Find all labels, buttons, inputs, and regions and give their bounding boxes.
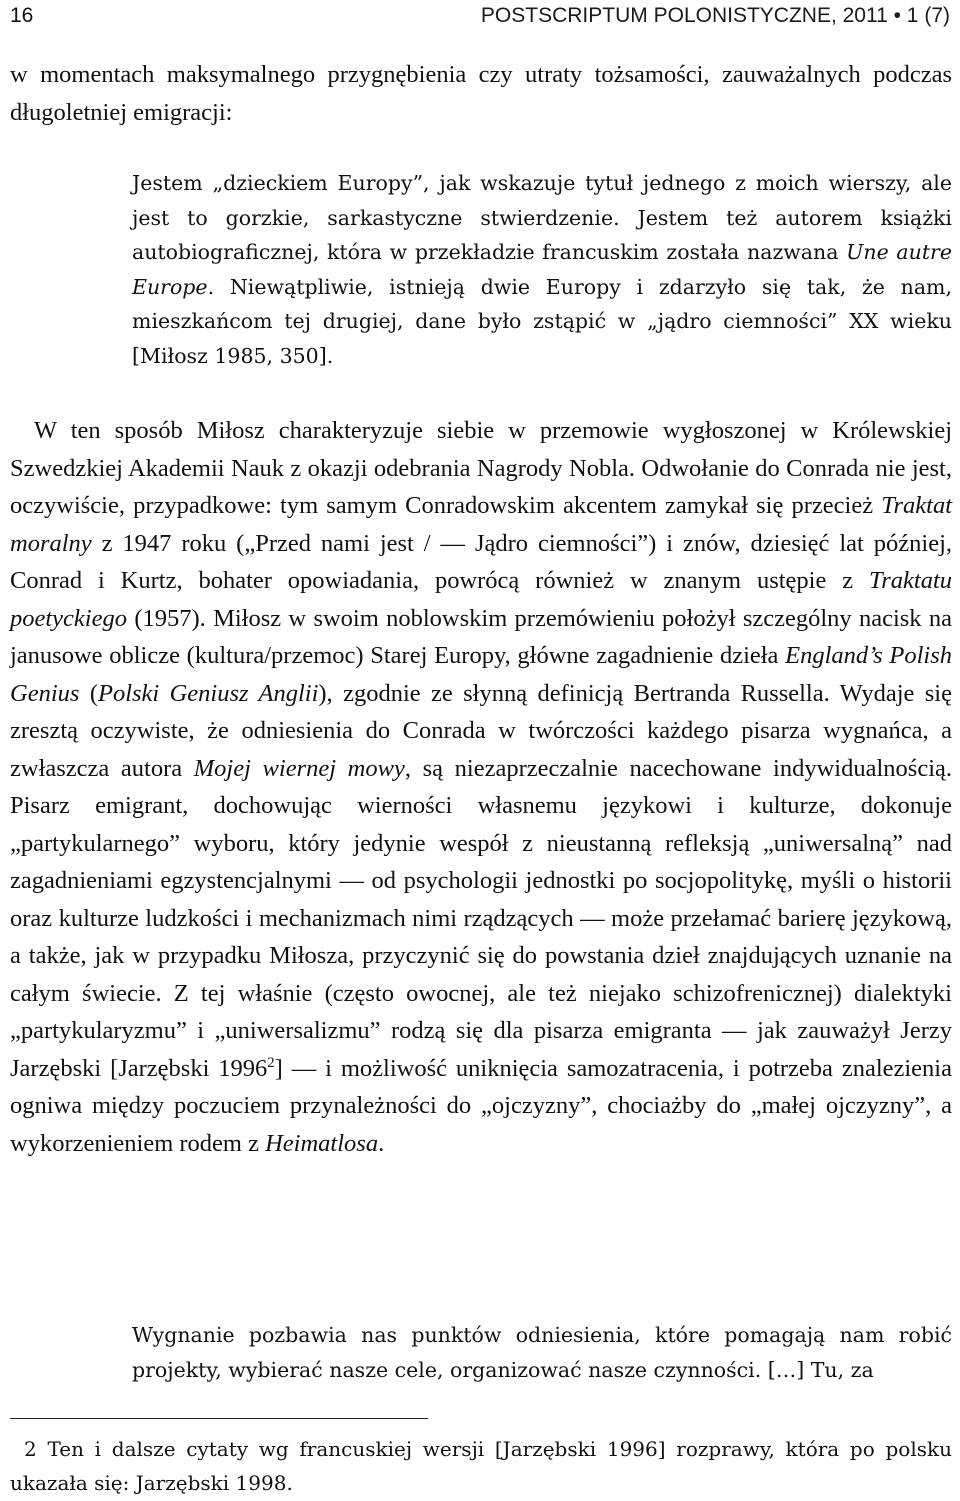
italic-title: England’s Polish Genius	[10, 642, 953, 707]
footnote	[10, 1432, 952, 1500]
paragraph-text: .	[378, 1129, 385, 1157]
quote-italic-title: Une autre Europe	[132, 240, 952, 299]
paragraph-text: ), zgodnie ze słynną definicją Bertranda Russella. Wydaje się zresztą oczywiste, że odniesienia do Conrada w twórczości każdego pisarza wygnańca, a zwłaszcza autora	[10, 679, 952, 782]
quote-text: . Niewątpliwie, istnieją dwie Europy i zdarzyło się tak, że nam, mieszkańcom tej drugiej, dane było zstąpić w „jądro ciemności” XX wieku [Miłosz 1985, 350].	[132, 274, 952, 368]
running-header	[10, 4, 950, 36]
paragraph-text: ] — i możliwość uniknięcia samozatracenia, i potrzeba znalezienia ogniwa między poczuciem przynależności do „ojczyzny”, chociażby do „małej ojczyzny”, a wykorzenieniem rodem z	[10, 1054, 952, 1157]
block-quote-exile: Wygnanie pozbawia nas punktów odniesienia, które pomagają nam robić projekty, wybierać nasze cele, organizować nasze czynności. […] Tu, za	[132, 1323, 952, 1382]
footnote-text: Ten i dalsze cytaty wg francuskiej wersji [Jarzębski 1996] rozprawy, która po polsku ukazała się: Jarzębski 1998.	[10, 1437, 952, 1495]
footnote-divider	[10, 1418, 428, 1419]
italic-title: Traktatu poetyckiego	[10, 567, 952, 632]
paragraph-text: , są niezaprzeczalnie nacechowane indywidualnością. Pisarz emigrant, dochowując wierności własnemu językowi i kulturze, dokonuje „partykularnego” wyboru, który jedynie wespół z nieustanną refleksją „uniwersalną” nad zagadnieniami egzystencjalnymi — od psychologii jednostki po socjopolitykę, myśli o historii oraz kulturze ludzkości i mechanizmach nimi rządzących — może przełamać barierę językową, a także, jak w przypadku Miłosza, przyczynić się do powstania dzieł znajdujących uznanie na całym świecie. Z tej właśnie (często owocnej, ale też niejako schizofrenicznej) dialektyki „partykularyzmu” i „uniwersalizmu” rodzą się dla pisarza emigranta — jak zauważył Jerzy Jarzębski [Jarzębski 1996	[10, 754, 953, 1082]
footnote-reference[interactable]: 2	[267, 1054, 275, 1071]
paragraph-main	[10, 412, 952, 1162]
paragraph-text: W ten sposób Miłosz charakteryzuje siebie w przemowie wygłoszonej w Królewskiej Szwedzkiej Akademii Nauk z okazji odebrania Nagrody Nobla. Odwołanie do Conrada nie jest, oczywiście, przypadkowe: tym samym Conradowskim akcentem zamykał się przecież	[10, 417, 952, 519]
italic-title: Traktat moralny	[10, 492, 952, 557]
block-quote-milosz	[132, 166, 952, 373]
italic-title: Heimatlosa	[265, 1129, 379, 1157]
paragraph-text: (1957). Miłosz w swoim noblowskim przemówieniu położył szczególny nacisk na janusowe oblicze (kultura/przemoc) Starej Europy, główne zagadnienie dzieła	[10, 604, 952, 669]
paragraph-text: z 1947 roku („Przed nami jest / — Jądro ciemności”) i znów, dziesięć lat później, Conrad i Kurtz, bohater opowiadania, powrócą również w znanym ustępie z	[10, 529, 952, 594]
journal-title: POSTSCRIPTUM POLONISTYCZNE, 2011 • 1 (7)	[480, 4, 950, 27]
quote-text: Jestem „dzieckiem Europy”, jak wskazuje tytuł jednego z moich wierszy, ale jest to gorzkie, sarkastyczne stwierdzenie. Jestem też autorem książki autobiograficznej, która w przekładzie francuskim została nazwana	[132, 171, 952, 264]
footnote-mark: 2	[24, 1437, 37, 1461]
italic-title: Mojej wiernej mowy	[193, 754, 405, 782]
italic-title: Polski Geniusz Anglii	[97, 679, 319, 707]
paragraph-text: (	[79, 679, 98, 707]
paragraph-intro: w momentach maksymalnego przygnębienia czy utraty tożsamości, zauważalnych podczas długoletniej emigracji:	[10, 61, 952, 126]
page-number: 16	[10, 4, 34, 27]
